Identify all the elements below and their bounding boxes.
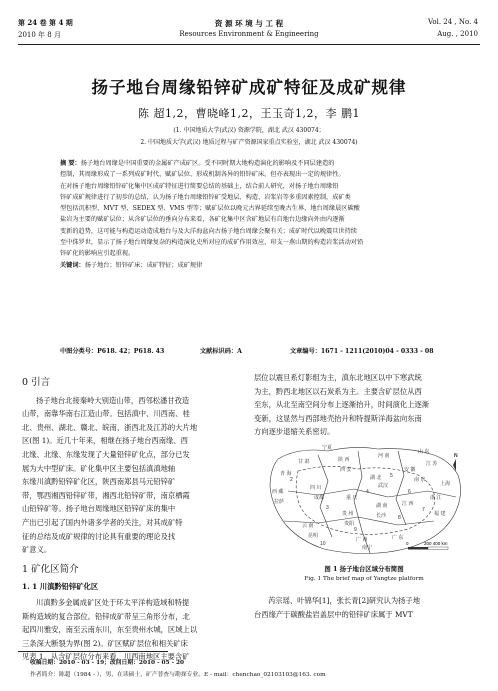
map-label: 福 建 xyxy=(434,511,446,517)
text-line: 芮宗瑶、叶锦华[1]，张长青[2]研究认为扬子地 xyxy=(268,596,421,605)
map-label: 湖 北 xyxy=(370,475,382,481)
abstract-line: 型包括沉积型、MVT 型、SEDEX 型、VMS 型等；赋矿层位以晚元古界延续至晚古生界，地台周缘晨区碳酸 xyxy=(60,205,360,213)
province-border xyxy=(396,451,406,525)
map-label: 广 东 xyxy=(392,535,404,541)
section-heading-1: 1 矿化区简介 xyxy=(22,563,79,575)
map-label: 山 东 xyxy=(418,449,430,455)
map-label: 上海 xyxy=(440,481,451,487)
text-line: 带，鄂西湘西铅锌矿带，湘西北铅锌矿带，南京栖霞 xyxy=(22,490,190,500)
map-label: 8 xyxy=(398,515,401,521)
right-column-top xyxy=(254,371,480,439)
north-arrow-label: N xyxy=(454,453,458,459)
footnote-author: 作者简介：陈超（1984 - ），男，在读硕士，矿产普查与勘探专业。E - mail：chenchao_02103103@163. com xyxy=(30,672,326,678)
abstract-line: 扬子地台周缘是中国重要的金属矿产成矿区。受不同时期大地构造演化的影响及不同层建造的 xyxy=(80,160,335,167)
clc-number: 中图分类号：P618. 42；P618. 43 xyxy=(60,348,165,355)
map-label: 拉萨 xyxy=(274,499,285,505)
map-label: 安 徽 xyxy=(404,467,416,473)
scale-label: 200 400 km xyxy=(424,541,448,546)
affiliation-1: (1. 中国地质大学(武汉) 资源学院，湖北 武汉 430074； xyxy=(173,127,325,134)
text-line: 征的总结及成矿规律的讨论具有重要的理论及找 xyxy=(22,531,176,541)
map-label: 南宁 xyxy=(362,545,373,551)
map-label: 四 川 xyxy=(310,485,322,491)
text-line: 层位以震旦系灯影组为主，滇东北地区以中下寒武统 xyxy=(254,373,422,382)
journal-volume: 第 24 卷 第 4 期 xyxy=(18,18,73,27)
map-label: 浙 江 xyxy=(430,495,442,501)
abstract-line: 锌矿成矿规律进行了初步的总结，认为扬子地台周缘铅锌矿受地层、构造、岩浆岩等多重因素控制，成矿类 xyxy=(60,193,351,201)
running-header xyxy=(0,0,498,46)
map-label: 10 xyxy=(320,541,326,547)
map-label: 武汉 xyxy=(378,483,389,489)
keywords-label: 关键词： xyxy=(60,261,85,269)
section-heading-intro: 0 引言 xyxy=(22,377,51,388)
document-code: 文献标识码：A xyxy=(200,348,242,355)
text-line: 矿意义。 xyxy=(22,545,52,555)
text-line: 产出已引起了国内外诸多学者的关注，对其成矿特 xyxy=(22,517,183,527)
map-label: 9 xyxy=(354,527,357,533)
map-label: 甘 肃 xyxy=(298,459,310,465)
map-label: 4 xyxy=(366,489,369,495)
text-line: 东缘川滇黔铅锌矿化区，陕西南郑县马元铅锌矿 xyxy=(22,477,176,487)
figure-1-map xyxy=(258,441,470,561)
map-label: 贵阳 xyxy=(344,521,355,527)
abstract-line: 至中侏罗世，显示了扬子地台周缘复杂的构造演化史所对应的成矿作用效应，印支一燕山期的构造岩浆活动对铅 xyxy=(60,239,364,247)
text-line: 川滇黔多金属成矿区处于环太平洋构造域和特提 xyxy=(36,597,190,607)
map-label: 湖 南 xyxy=(376,503,388,509)
right-column-bottom xyxy=(254,594,480,621)
text-line: 扬子地台北接秦岭大别造山带，西邻松潘甘孜造 xyxy=(36,395,190,405)
map-label: 5 xyxy=(390,473,393,479)
figure-caption-en: Fig. 1 The brief map of Yangtze platform xyxy=(304,576,424,582)
journal-title-cn: 资 源 环 境 与 工 程 xyxy=(214,19,284,28)
text-line: 北、贵州、湖北、赣北、皖南、浙西北及江苏的大片地 xyxy=(22,422,198,432)
text-line: 展为大中型矿床。矿化集中区主要包括滇滇地轴 xyxy=(22,463,176,473)
text-line: 山铅锌矿等。扬子地台周缘地区铅锌矿床的集中 xyxy=(22,504,176,514)
left-column xyxy=(22,370,248,664)
map-label: 云 南 xyxy=(302,523,314,529)
abstract-line: 锌矿化的影响应引起重视。 xyxy=(60,250,135,258)
text-line: 变新，这显然与西部地壳抬升和特提斯洋海盆向东南 xyxy=(254,413,422,423)
abstract xyxy=(60,158,450,271)
journal-date-en: Aug. , 2010 xyxy=(437,30,478,38)
scale-zero: 0 xyxy=(406,541,409,546)
map-label: 陕 西 xyxy=(338,457,350,463)
text-line: 区(图 1)。近几十年来，相继在扬子地台西南缘、西 xyxy=(22,436,188,446)
figure-caption-cn: 图 1 扬子地台区域分布简图 xyxy=(324,565,404,573)
text-line: 至东，从北至南空间分布上逐渐抬升，时间演化上逐渐 xyxy=(254,400,430,410)
abstract-label: 摘 要： xyxy=(60,160,81,167)
keywords: 扬子地台；铅锌矿床；成矿特征；成矿规律 xyxy=(84,261,203,269)
map-label: 江 西 xyxy=(402,501,414,507)
map-label: 广 西 xyxy=(356,537,368,543)
abstract-line: 盐岩为主要的赋矿层位；从含矿层位的垂向分布来看，各矿化集中区含矿地层有自地台边缘向外由内逐渐 xyxy=(60,216,345,224)
text-line: 台西缘产于碳酸盐岩盖层中的铅锌矿床属于 MVT xyxy=(254,609,413,619)
map-label: 长沙 xyxy=(376,513,387,519)
text-line: 山带，南靠华南右江造山带。包括滇中、川西南、桂 xyxy=(22,409,190,419)
abstract-line: 变新的趋势，这可能与构造运动造成地台与及大洋海盆向古扬子地台周缘会聚有关；成矿时代以晚震旦世持续 xyxy=(60,227,357,235)
text-line: 为主，黔西北地区以石炭系为主。主要含矿层位从西 xyxy=(254,386,422,396)
footnote-received: 收稿日期：2010 - 03 - 19；改回日期：2010 - 05 - 20 xyxy=(30,660,185,666)
map-label: 成都 xyxy=(314,495,325,501)
map-label: 河 南 xyxy=(378,453,390,459)
map-label: 贵 州 xyxy=(342,511,354,517)
scale-bar xyxy=(406,541,448,550)
map-label: 2 xyxy=(290,477,293,483)
map-label: 南 京 xyxy=(414,477,426,483)
map-label: 西 安 xyxy=(340,467,352,473)
header-rule xyxy=(18,44,480,45)
map-label: 青 海 xyxy=(280,471,292,477)
journal-volume-en: Vol. 24 , No. 4 xyxy=(427,18,478,26)
abstract-line: 在对扬子地台周缘铅锌矿化集中区成矿特征进行简要总结的基础上，结合前人研究，对扬子地台周缘铅 xyxy=(60,182,339,190)
map-label: 7 xyxy=(422,507,425,513)
author-list: 陈 超1,2，曹晓峰1,2，王玉奇1,2，李 鹏1 xyxy=(138,107,360,120)
map-label: 重 庆 xyxy=(346,495,358,501)
paper-title: 扬子地台周缘铅锌矿成矿特征及成矿规律 xyxy=(91,78,407,97)
subsection-heading-1-1: 1. 1 川滇黔铅锌矿化区 xyxy=(22,582,99,592)
text-line: 起四川雅安，南至云南东川，东至贵州水城，区域上以 xyxy=(22,625,198,635)
map-label: 宁夏 xyxy=(322,445,333,451)
text-line: 斯构造域的复合部位。铅锌成矿带呈三角形分布，北 xyxy=(22,611,190,621)
map-label: 江 苏 xyxy=(426,461,438,467)
map-label: 3 xyxy=(326,505,329,511)
text-line: 见表 1。从含矿层位分布来看，川西南地区主要含矿 xyxy=(22,652,190,662)
map-label: 6 xyxy=(408,489,411,495)
text-line: 方向逐步退缩关系密切。 xyxy=(254,427,335,437)
footnote-rule xyxy=(18,651,168,652)
affiliation-2: 2. 中国地质大学(武汉) 地质过程与矿产资源国家重点实验室，湖北 武汉 430074) xyxy=(140,139,358,146)
article-number: 文章编号：1671 - 1211(2010)04 - 0333 - 08 xyxy=(290,348,434,355)
journal-title-en: Resources Environment & Engineering xyxy=(179,30,319,38)
abstract-line: 控制，其周缘形成了一系列成矿时代、赋矿层位、形成机制各异的铅锌矿床。但亦表现出一定的规律性。 xyxy=(60,171,345,179)
text-line: 三条深大断裂为界(图 2)。矿区赋矿层位和相关矿床 xyxy=(22,638,188,648)
north-arrow-icon xyxy=(453,459,456,471)
journal-date: 2010 年 8 月 xyxy=(18,31,61,39)
map-label: 昆明 xyxy=(308,533,319,539)
map-label: 西 藏 xyxy=(272,489,284,495)
text-line: 北缘、北缘、东缘发现了大量铅锌矿化点，部分已发 xyxy=(22,449,190,459)
